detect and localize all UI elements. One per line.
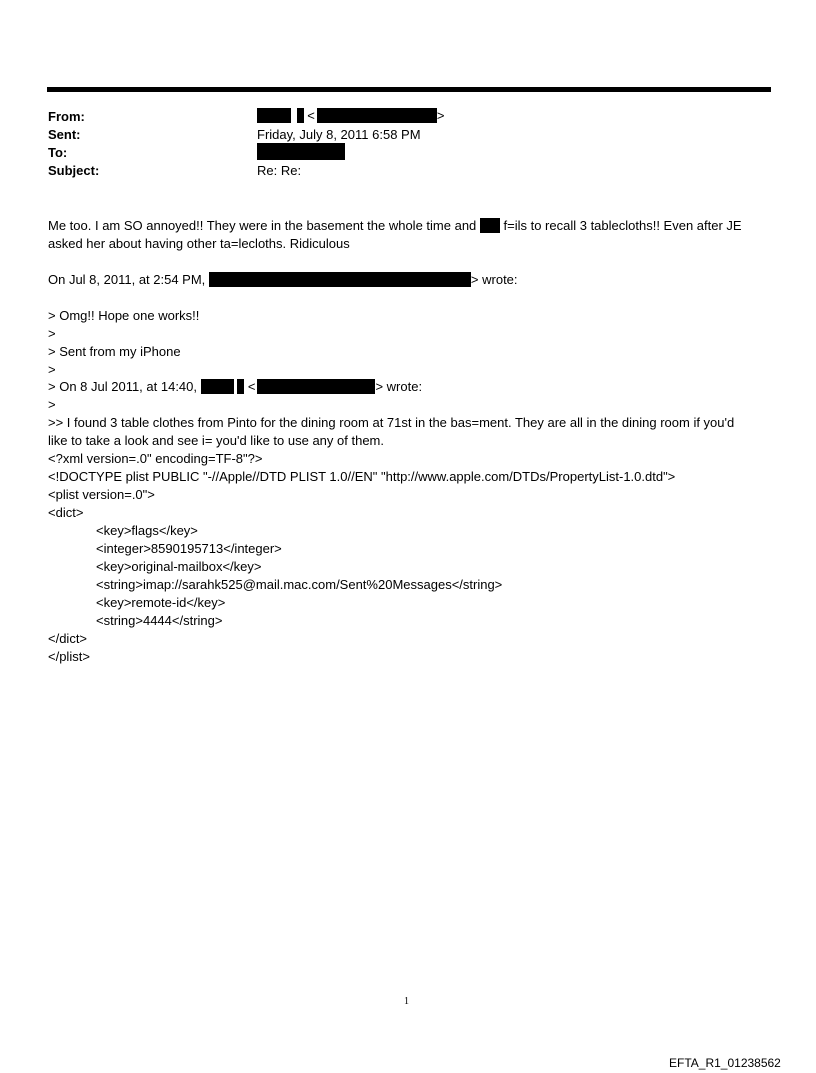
redaction-block bbox=[257, 143, 345, 160]
quote-line: like to take a look and see i= you'd like to use any of them. bbox=[48, 433, 384, 448]
body-text: > wrote: bbox=[470, 272, 518, 287]
body-text: < bbox=[247, 379, 256, 394]
from-lt: < bbox=[307, 108, 315, 123]
xml-line: </plist> bbox=[48, 649, 90, 664]
body-text: > wrote: bbox=[375, 379, 423, 394]
body-line-2: asked her about having other ta=lecloths. Ridiculous bbox=[48, 236, 350, 251]
xml-line: <dict> bbox=[48, 505, 84, 520]
from-value bbox=[257, 108, 444, 124]
xml-line: <key>original-mailbox</key> bbox=[96, 559, 262, 574]
xml-line: <string>4444</string> bbox=[96, 613, 223, 628]
redaction-block bbox=[480, 218, 500, 233]
quote-line: > bbox=[48, 362, 56, 377]
from-gt: > bbox=[436, 108, 445, 123]
redaction-block bbox=[209, 272, 471, 287]
sent-label: Sent: bbox=[48, 127, 81, 142]
xml-line: <!DOCTYPE plist PUBLIC "-//Apple//DTD PLIST 1.0//EN" "http://www.apple.com/DTDs/PropertyList-1.0.dtd"> bbox=[48, 469, 676, 484]
header-rule bbox=[47, 87, 771, 92]
redaction-block bbox=[201, 379, 234, 394]
redaction-block bbox=[257, 108, 291, 123]
body-text: f=ils to recall 3 tablecloths!! Even after JE bbox=[499, 218, 742, 233]
redaction-block bbox=[317, 108, 437, 123]
xml-line: <string>imap://sarahk525@mail.mac.com/Sent%20Messages</string> bbox=[96, 577, 503, 592]
xml-line: <key>remote-id</key> bbox=[96, 595, 226, 610]
xml-line: <?xml version=.0" encoding=TF-8"?> bbox=[48, 451, 263, 466]
quote-line: > bbox=[48, 397, 56, 412]
subject-label: Subject: bbox=[48, 163, 100, 178]
xml-line: <plist version=.0"> bbox=[48, 487, 155, 502]
quote-line: >> I found 3 table clothes from Pinto for the dining room at 71st in the bas=ment. They are all in the dining room if you'd bbox=[48, 415, 735, 430]
quote-intro bbox=[48, 271, 518, 288]
quote-line: > bbox=[48, 326, 56, 341]
body-text: > On 8 Jul 2011, at 14:40, bbox=[48, 379, 201, 394]
quote-line bbox=[48, 378, 422, 395]
xml-line: </dict> bbox=[48, 631, 88, 646]
body-text: Me too. I am SO annoyed!! They were in the basement the whole time and bbox=[48, 218, 480, 233]
subject-value: Re: Re: bbox=[257, 163, 302, 178]
to-value bbox=[257, 143, 345, 161]
xml-line: <integer>8590195713</integer> bbox=[96, 541, 282, 556]
to-label: To: bbox=[48, 145, 68, 160]
redaction-block bbox=[257, 379, 375, 394]
redaction-block bbox=[237, 379, 244, 394]
xml-line: <key>flags</key> bbox=[96, 523, 198, 538]
page-number: 1 bbox=[404, 996, 409, 1007]
from-label: From: bbox=[48, 109, 85, 124]
quote-line: > Sent from my iPhone bbox=[48, 344, 181, 359]
redaction-block bbox=[297, 108, 304, 123]
quote-line: > Omg!! Hope one works!! bbox=[48, 308, 200, 323]
body-text: On Jul 8, 2011, at 2:54 PM, bbox=[48, 272, 209, 287]
sent-value: Friday, July 8, 2011 6:58 PM bbox=[257, 127, 421, 142]
body-line-1 bbox=[48, 217, 742, 234]
document-id: EFTA_R1_01238562 bbox=[669, 1056, 781, 1070]
